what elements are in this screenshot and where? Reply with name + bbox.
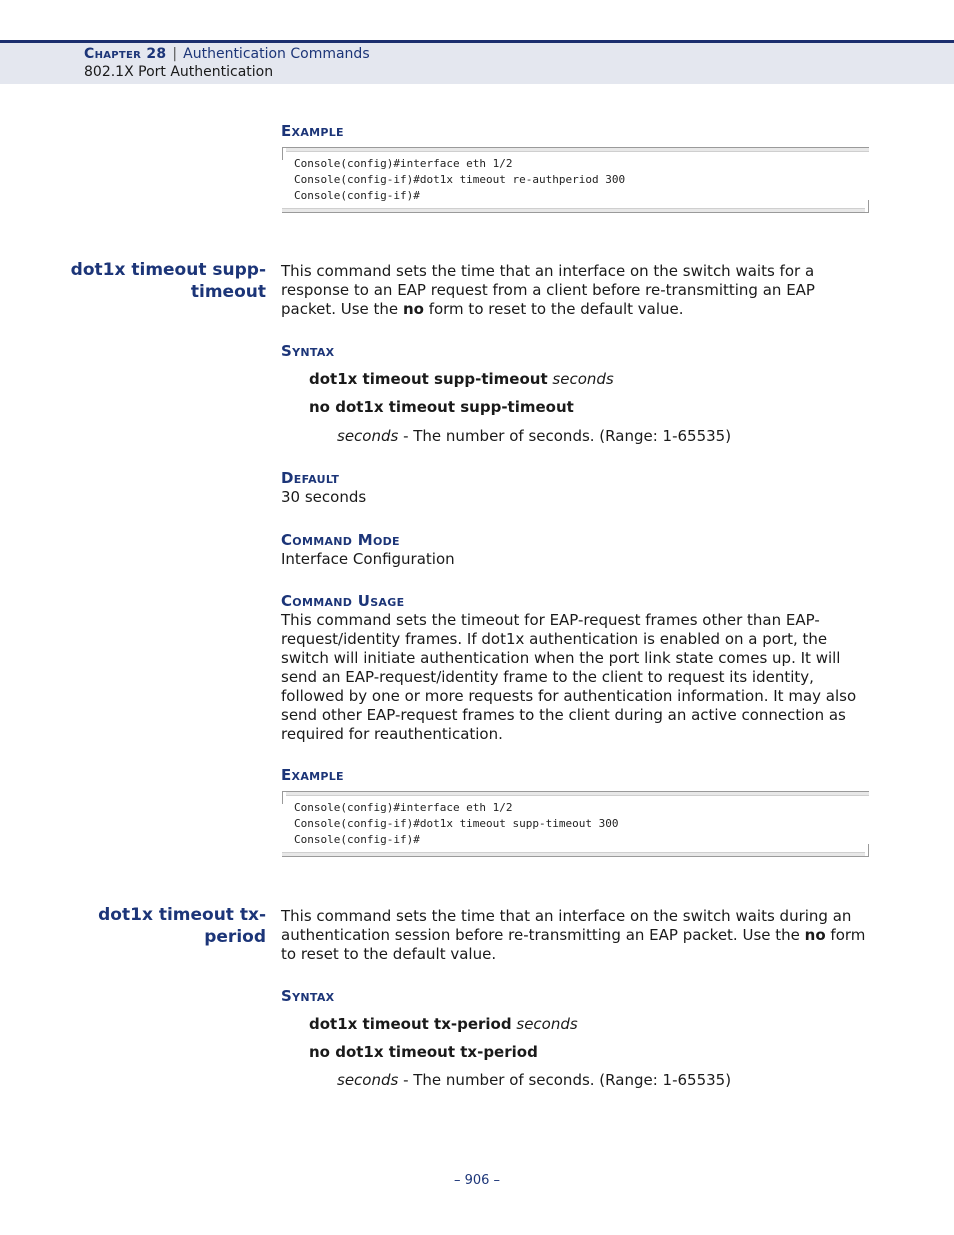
command-usage-heading: Command Usage <box>281 592 405 610</box>
code-example-re-authperiod <box>282 147 869 213</box>
title-line: timeout <box>190 282 266 302</box>
section-title: 802.1X Port Authentication <box>84 64 274 80</box>
command-mode-heading: Command Mode <box>281 531 400 549</box>
code-text: Console(config)#interface eth 1/2 Console(config-if)#dot1x timeout supp-timeout 300 Console(config-if)# <box>294 801 619 846</box>
chapter-header <box>84 46 370 62</box>
parameter-description: seconds - The number of seconds. (Range: 1-65535) <box>337 427 732 445</box>
syntax-line: dot1x timeout supp-timeout seconds <box>309 370 614 388</box>
title-line: dot1x timeout supp- <box>70 260 266 280</box>
command-title-supp-timeout <box>60 259 266 303</box>
syntax-line-no: no dot1x timeout tx-period <box>309 1043 538 1061</box>
example-heading: Example <box>281 766 344 784</box>
syntax-line-no: no dot1x timeout supp-timeout <box>309 398 574 416</box>
page-number: – 906 – <box>453 1173 501 1188</box>
default-value: 30 seconds <box>281 488 367 506</box>
example-heading: Example <box>281 122 344 140</box>
title-line: period <box>204 927 266 947</box>
header-separator: | <box>172 46 178 62</box>
command-title-tx-period <box>60 904 266 948</box>
parameter-description: seconds - The number of seconds. (Range: 1-65535) <box>337 1071 732 1089</box>
syntax-line: dot1x timeout tx-period seconds <box>309 1015 578 1033</box>
default-heading: Default <box>281 469 340 487</box>
command-description: This command sets the time that an interface on the switch waits for a response to an EAP request from a client before re-transmitting an EAP packet. Use the no form to reset to the default value. <box>281 262 815 318</box>
code-example-supp-timeout <box>282 791 869 857</box>
command-mode-value: Interface Configuration <box>281 550 455 568</box>
code-text: Console(config)#interface eth 1/2 Console(config-if)#dot1x timeout re-authperiod 300 Console(config-if)# <box>294 157 626 202</box>
syntax-heading: Syntax <box>281 987 335 1005</box>
title-line: dot1x timeout tx- <box>98 905 266 925</box>
chapter-label: Chapter 28 <box>84 46 167 62</box>
command-usage-text: This command sets the timeout for EAP-request frames other than EAP-request/identity frames. If dot1x authentication is enabled on a port, the switch will initiate authentication when the port link state comes up. It will send an EAP-request/identity frame to the client to request its identity, followed by one or more requests for authentication information. It may also send other EAP-request frames to the client during an active connection as required for reauthentication. <box>281 611 857 743</box>
syntax-heading: Syntax <box>281 342 335 360</box>
chapter-title: Authentication Commands <box>183 46 370 62</box>
command-description: This command sets the time that an interface on the switch waits during an authentication session before re-transmitting an EAP packet. Use the no form to reset to the default value. <box>281 907 866 963</box>
